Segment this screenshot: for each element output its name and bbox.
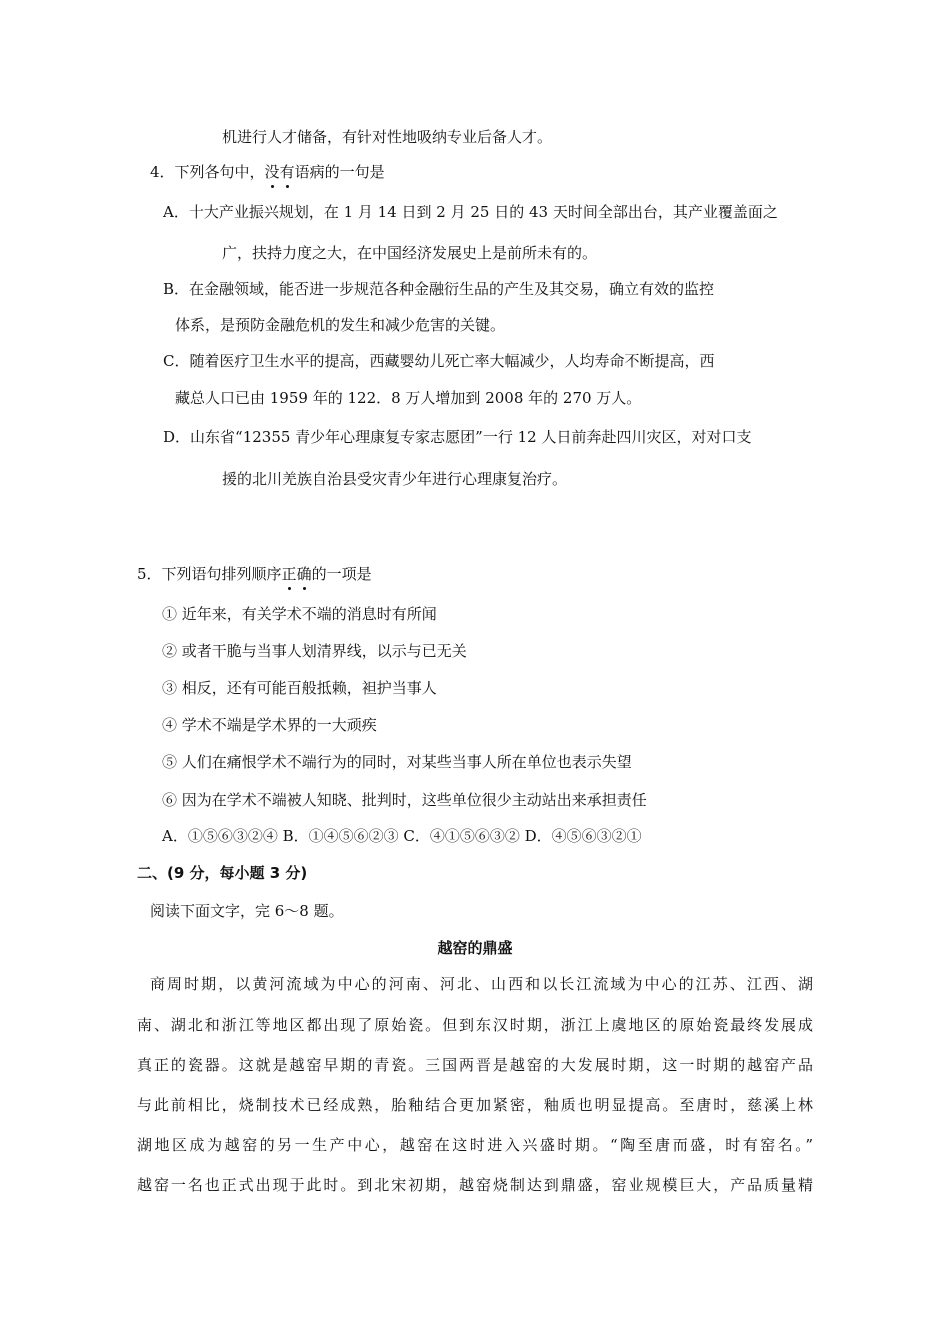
q4-stem (150, 162, 385, 182)
q5-stem-post: 的一项是 (311, 565, 372, 583)
passage-line-2: 南、湖北和浙江等地区都出现了原始瓷。但到东汉时期，浙江上虞地区的原始瓷最终发展成 (137, 1016, 813, 1034)
passage-title: 越窑的鼎盛 (437, 939, 513, 957)
q4-option-a-line1: A．十大产业振兴规划，在 1 月 14 日到 2 月 25 日的 43 天时间全部出台，其产业覆盖面之 (163, 203, 778, 221)
emphasis-dot-que: 确 (296, 565, 312, 583)
passage-line-5: 湖地区成为越窑的另一生产中心，越窑在这时进入兴盛时期。“陶至唐而盛，时有窑名。” (137, 1136, 813, 1154)
emphasis-dot-mei: 没 (264, 163, 280, 181)
q5-stem (137, 564, 372, 584)
passage-line-6: 越窑一名也正式出现于此时。到北宋初期，越窑烧制达到鼎盛，窑业规模巨大，产品质量精 (137, 1176, 813, 1194)
q4-option-b-line2: 体系，是预防金融危机的发生和减少危害的关键。 (175, 316, 506, 334)
q5-item-6: ⑥ 因为在学术不端被人知晓、批判时，这些单位很少主动站出来承担责任 (162, 791, 647, 809)
q5-item-4: ④ 学术不端是学术界的一大顽疾 (162, 716, 377, 734)
q3-tail-line: 机进行人才储备，有针对性地吸纳专业后备人才。 (222, 128, 553, 146)
reading-instruction: 阅读下面文字，完 6～8 题。 (150, 902, 344, 920)
q4-stem-pre: 4．下列各句中， (150, 163, 265, 181)
emphasis-dot-you: 有 (279, 163, 295, 181)
section-heading: 二、(9 分，每小题 3 分) (137, 864, 308, 882)
q4-stem-post: 语病的一句是 (294, 163, 385, 181)
passage-line-3: 真正的瓷器。这就是越窑早期的青瓷。三国两晋是越窑的大发展时期，这一时期的越窑产品 (137, 1056, 813, 1074)
emphasis-dot-zheng: 正 (281, 565, 297, 583)
q5-item-3: ③ 相反，还有可能百般抵赖，袒护当事人 (162, 679, 437, 697)
q4-option-a-line2: 广，扶持力度之大，在中国经济发展史上是前所未有的。 (222, 244, 598, 262)
q4-option-b-line1: B．在金融领域，能否进一步规范各种金融衍生品的产生及其交易，确立有效的监控 (163, 280, 715, 298)
q5-item-1: ① 近年来，有关学术不端的消息时有所闻 (162, 605, 437, 623)
q4-option-d-line1: D．山东省“12355 青少年心理康复专家志愿团”一行 12 人日前奔赴四川灾区，对对口支 (163, 428, 752, 446)
q5-item-2: ② 或者干脆与当事人划清界线，以示与已无关 (162, 642, 467, 660)
q4-option-c-line2: 藏总人口已由 1959 年的 122．8 万人增加到 2008 年的 270 万人。 (175, 389, 642, 407)
q5-item-5: ⑤ 人们在痛恨学术不端行为的同时，对某些当事人所在单位也表示失望 (162, 753, 632, 771)
q4-option-d-line2: 援的北川羌族自治县受灾青少年进行心理康复治疗。 (222, 470, 568, 488)
q5-answer-options: A．①⑤⑥③②④ B．①④⑤⑥②③ C．④①⑤⑥③② D．④⑤⑥③②① (162, 827, 642, 845)
q4-option-c-line1: C．随着医疗卫生水平的提高，西藏婴幼儿死亡率大幅减少，人均寿命不断提高，西 (163, 352, 715, 370)
passage-line-1: 商周时期，以黄河流域为中心的河南、河北、山西和以长江流域为中心的江苏、江西、湖 (150, 975, 813, 993)
passage-line-4: 与此前相比，烧制技术已经成熟，胎釉结合更加紧密，釉质也明显提高。至唐时，慈溪上林 (137, 1096, 813, 1114)
q5-stem-pre: 5．下列语句排列顺序 (137, 565, 282, 583)
